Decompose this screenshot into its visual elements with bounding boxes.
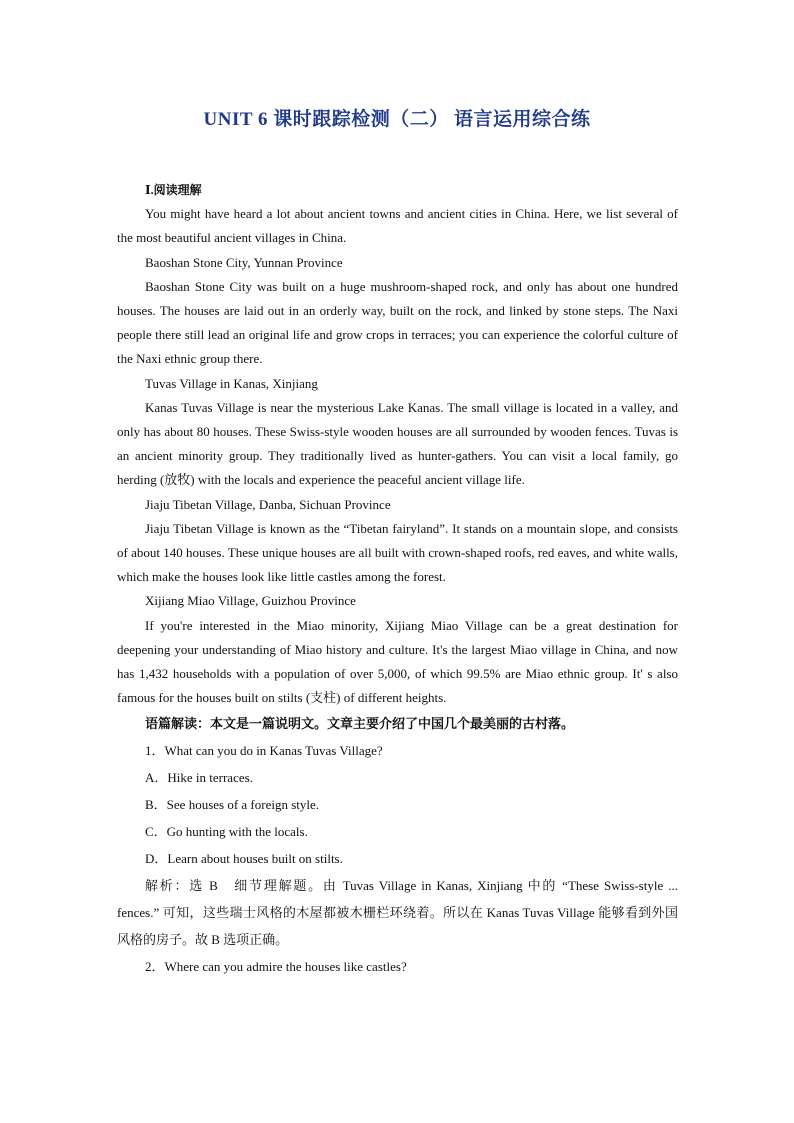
document-body	[117, 178, 678, 980]
passage-paragraph: Baoshan Stone City was built on a huge mushroom-shaped rock, and only has about one hundred houses. The houses are laid out in an orderly way, built on the rock, and linked by stone steps. The Naxi people there still lead an original life and grow crops in terraces; you can experience the colorful culture of the Naxi ethnic group there.	[117, 278, 678, 367]
question-stem: 1．What can you do in Kanas Tuvas Village?	[145, 743, 383, 759]
page-title: UNIT 6 课时跟踪检测（二） 语言运用综合练	[203, 109, 591, 130]
passage-paragraph: You might have heard a lot about ancient towns and ancient cities in China. Here, we list several of the most beautiful ancient villages in China.	[117, 206, 678, 246]
passage-subheading: Jiaju Tibetan Village, Danba, Sichuan Province	[145, 496, 391, 512]
option-b: B．See houses of a foreign style.	[145, 797, 320, 813]
passage-subheading: Baoshan Stone City, Yunnan Province	[145, 254, 343, 270]
passage-paragraph: Jiaju Tibetan Village is known as the “Tibetan fairyland”. It stands on a mountain slope, and consists of about 140 houses. These unique houses are all built with crown-shaped roofs, red eaves, and white walls, which make the houses look like little castles among the forest.	[117, 520, 678, 585]
passage-subheading: Tuvas Village in Kanas, Xinjiang	[145, 375, 318, 391]
passage-paragraph: Kanas Tuvas Village is near the mysterious Lake Kanas. The small village is located in a valley, and only has about 80 houses. These Swiss-style wooden houses are all surrounded by wooden fences. Tuvas is an ancient minority group. They traditionally lived as hunter-gathers. You can visit a local family, go herding (放牧) with the locals and experience the peaceful ancient village life.	[117, 399, 678, 488]
option-a: A．Hike in terraces.	[145, 770, 253, 786]
passage-paragraph: If you're interested in the Miao minority, Xijiang Miao Village can be a great destination for deepening your understanding of Miao history and culture. It's the largest Miao village in China, and now has 1,432 households with a population of over 5,000, of which 99.5% are Miao ethnic group. It' s also famous for the houses built on stilts (支柱) of different heights.	[117, 617, 678, 706]
passage-analysis: 语篇解读：本文是一篇说明文。文章主要介绍了中国几个最美丽的古村落。	[145, 716, 575, 732]
questions-block	[117, 710, 678, 980]
answer-explanation: 解析：选 B 细节理解题。由 Tuvas Village in Kanas, Xinjiang 中的 “These Swiss-style ... fences.” 可知，这些瑞士风格的木屋都被木栅栏环绕着。所以在 Kanas Tuvas Village 能够看到外国风格的房子。故 B 选项正确。	[117, 878, 678, 948]
option-d: D．Learn about houses built on stilts.	[145, 851, 343, 867]
passage-subheading: Xijiang Miao Village, Guizhou Province	[145, 593, 356, 609]
question-stem: 2．Where can you admire the houses like castles?	[145, 959, 407, 975]
option-c: C．Go hunting with the locals.	[145, 824, 308, 840]
section-heading: Ⅰ.阅读理解	[145, 183, 202, 197]
